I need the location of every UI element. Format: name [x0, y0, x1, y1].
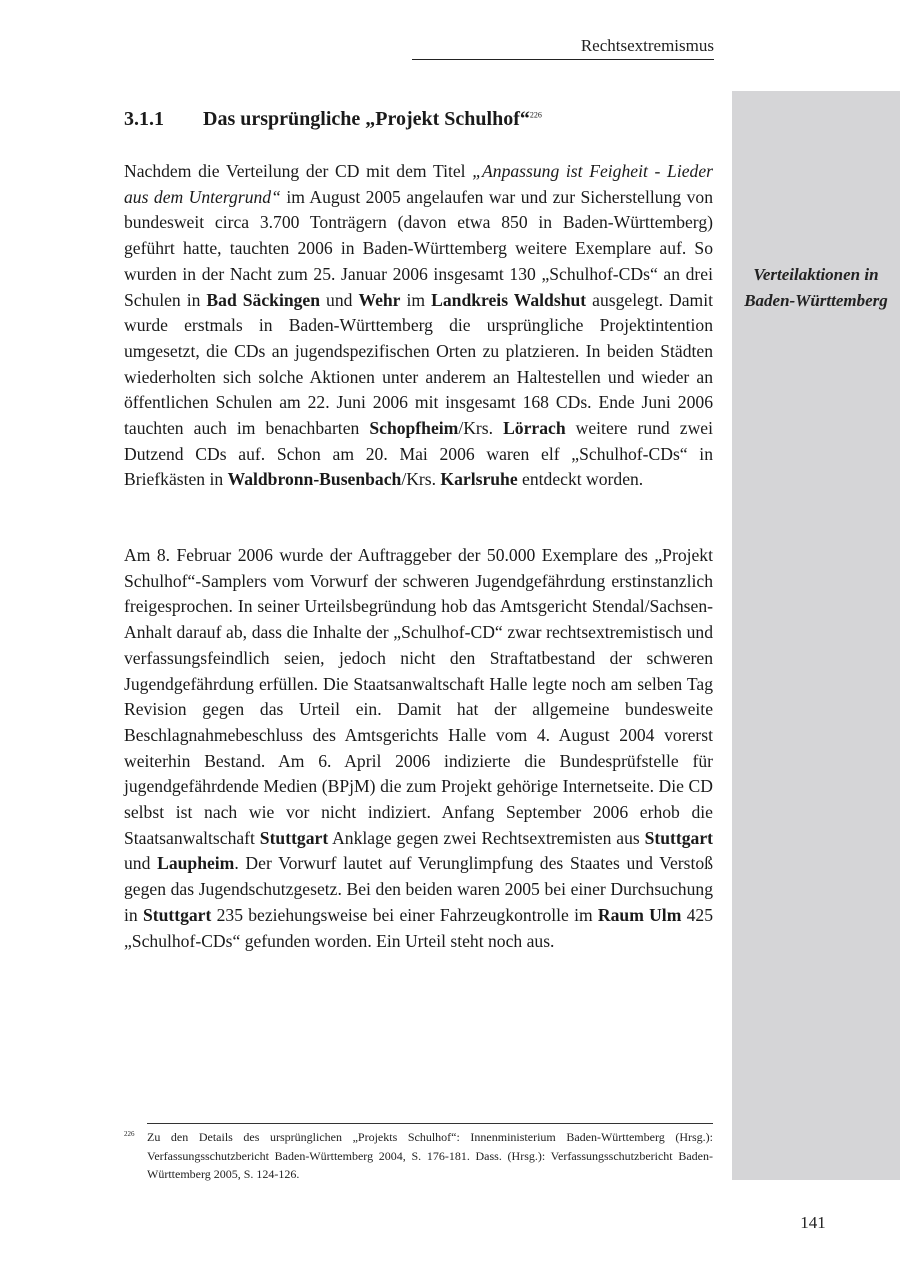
text-run: im August 2005 angelaufen war und zur Sicherstellung von bundesweit circa 3.700 Tonträgern (davon etwa 850 in Baden-Württemberg) geführt hatte, tauchten 2006 in Baden-Württemberg weitere Exemplare auf. So wurden in der Nacht zum 25. Januar 2006 insgesamt 130 „Schulhof-CDs“ an drei Schulen in: [124, 186, 714, 310]
place-name: Stuttgart: [644, 827, 713, 848]
text-run: weitere rund zwei Dutzend CDs auf. Schon am 20. Mai 2006 waren elf „Schulhof-CDs“ in Briefkästen in: [124, 418, 713, 490]
text-run: . Der Vorwurf lautet auf Verunglimpfung des Staates und Verstoß gegen das Jugendschutzgesetz. Bei den beiden waren 2005 bei einer Durchsuchung in: [124, 853, 713, 925]
place-name: Karlsruhe: [440, 469, 518, 490]
place-name: Lörrach: [503, 418, 566, 439]
margin-sidebar: [732, 91, 900, 1180]
footnote: [124, 1128, 713, 1184]
place-name: Stuttgart: [259, 827, 329, 848]
footnote-reference: 226: [529, 110, 542, 120]
text-run: ausgelegt. Damit wurde erstmals in Baden-Württemberg die ursprüngliche Projektintention umgesetzt, die CDs an jugendspezifischen Orten zu platzieren. In beiden Städten wiederholten sich solche Aktionen unter anderem an Haltestellen und wieder an öffentlichen Schulen am 22. Juni 2006 mit insgesamt 168 CDs. Ende Juni 2006 tauchten auch im benachbarten: [124, 289, 713, 439]
place-name: Raum Ulm: [597, 904, 682, 925]
footnote-number: 226: [124, 1130, 135, 1138]
text-run: 235 beziehungsweise bei einer Fahrzeugkontrolle im: [211, 904, 598, 925]
footnote-rule: [147, 1123, 713, 1124]
body-paragraph-1: [124, 159, 713, 493]
section-number: 3.1.1: [124, 108, 164, 130]
footnote-text: Zu den Details des ursprünglichen „Projekts Schulhof“: Innenministerium Baden-Württemberg (Hrsg.): Verfassungsschutzbericht Baden-Württemberg 2004, S. 176-181. Dass. (Hrsg.): Verfassungsschutzbericht Baden-Württemberg 2005, S. 124-126.: [147, 1130, 713, 1181]
text-run: Anklage gegen zwei Rechtsextremisten aus: [328, 827, 645, 848]
header-rule: [412, 59, 714, 60]
text-run: und: [124, 853, 158, 874]
page-number: 141: [800, 1213, 826, 1232]
place-name: Bad Säckingen: [206, 289, 321, 310]
text-run: /Krs.: [458, 418, 504, 439]
place-name: Waldbronn-Busenbach: [227, 469, 402, 490]
place-name: Wehr: [358, 289, 401, 310]
cd-title: „Anpassung ist Feigheit - Lieder aus dem Untergrund“: [124, 161, 713, 207]
text-run: entdeckt worden.: [517, 469, 644, 490]
place-name: Landkreis Waldshut: [431, 289, 587, 310]
running-header: Rechtsextremismus: [580, 36, 714, 55]
text-run: /Krs.: [401, 469, 441, 490]
section-heading: [124, 108, 542, 131]
place-name: Laupheim: [157, 853, 235, 874]
place-name: Schopfheim: [369, 418, 459, 439]
margin-note: Verteilaktionen in Baden-Württemberg: [744, 265, 888, 310]
text-run: und: [320, 289, 359, 310]
text-run: Am 8. Februar 2006 wurde der Auftraggeber der 50.000 Exemplare des „Projekt Schulhof“-Samplers vom Vorwurf der schweren Jugendgefährdung erstinstanzlich freigesprochen. In seiner Urteilsbegründung hob das Amtsgericht Stendal/Sachsen-Anhalt darauf ab, dass die Inhalte der „Schulhof-CD“ zwar rechtsextremistisch und verfassungsfeindlich seien, jedoch nicht den Straftatbestand der schweren Jugendgefährdung erfüllen. Die Staatsanwaltschaft Halle legte noch am selben Tag Revision gegen das Urteil ein. Damit hat der allgemeine bundesweite Beschlagnahmebeschluss des Amtsgerichts Halle vom 4. August 2004 vorerst weiterhin Bestand. Am 6. April 2006 indizierte die Bundesprüfstelle für jugendgefährdende Medien (BPjM) die zum Projekt gehörige Internetseite. Die CD selbst ist nach wie vor nicht indiziert. Anfang September 2006 erhob die Staatsanwaltschaft: [124, 545, 713, 848]
text-run: 425 „Schulhof-CDs“ gefunden worden. Ein Urteil steht noch aus.: [124, 904, 713, 951]
text-run: im: [400, 289, 432, 310]
place-name: Stuttgart: [142, 904, 212, 925]
section-title: Das ursprüngliche „Projekt Schulhof“: [203, 108, 530, 130]
body-paragraph-2: [124, 543, 713, 954]
text-run: Nachdem die Verteilung der CD mit dem Titel: [124, 161, 473, 181]
